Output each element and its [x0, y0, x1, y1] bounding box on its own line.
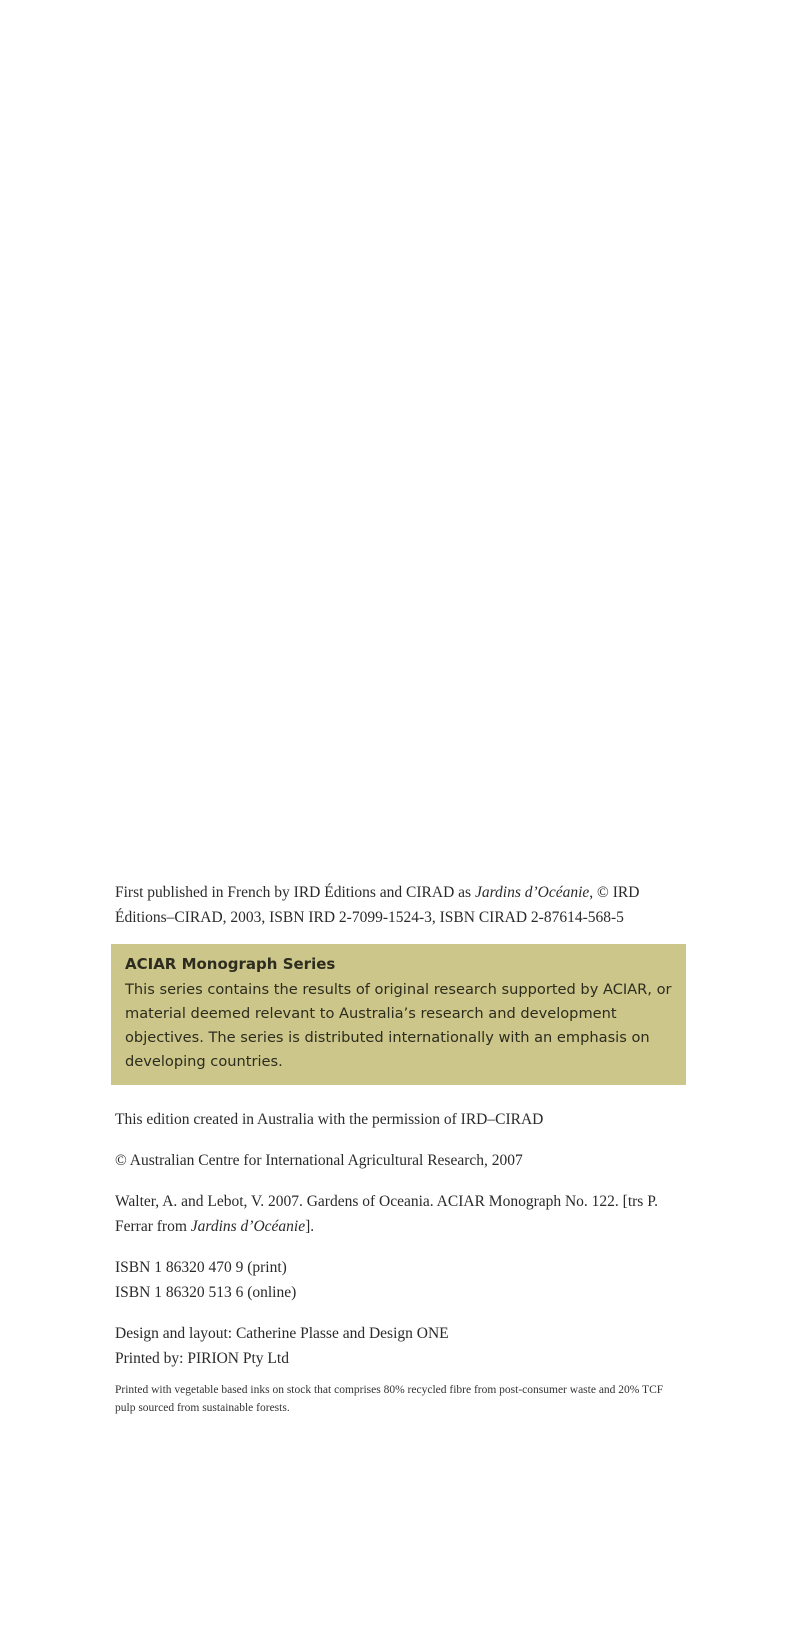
imprint-content: [115, 880, 685, 1417]
series-description: This series contains the results of original research supported by ACIAR, or material deemed relevant to Australia’s research and development objectives. The series is distributed internationally with an emphasis on developing countries.: [125, 981, 672, 1070]
printer-credit: Printed by: PIRION Pty Ltd: [115, 1350, 289, 1367]
first-published-note: [115, 880, 685, 930]
citation: [115, 1189, 685, 1239]
series-info-box: [111, 944, 686, 1085]
isbn-block: [115, 1255, 685, 1305]
citation-tail: ].: [305, 1218, 315, 1235]
first-published-lead: First published in French by IRD Éditions and CIRAD as: [115, 884, 475, 901]
citation-lead: Walter, A. and Lebot, V. 2007. Gardens of Oceania. ACIAR Monograph No. 122. [trs P. Ferrar from: [115, 1193, 658, 1235]
edition-note: This edition created in Australia with the permission of IRD–CIRAD: [115, 1111, 544, 1128]
print-environment-note: Printed with vegetable based inks on stock that comprises 80% recycled fibre from post-consumer waste and 20% TCF pulp sourced from sustainable forests.: [115, 1384, 664, 1414]
first-published-tail: , © IRD Éditions–CIRAD, 2003, ISBN IRD 2-7099-1524-3, ISBN CIRAD 2-87614-568-5: [115, 884, 640, 926]
copyright-line: © Australian Centre for International Agricultural Research, 2007: [115, 1152, 523, 1169]
series-title: ACIAR Monograph Series: [125, 955, 336, 973]
citation-title: Jardins d’Océanie: [190, 1218, 306, 1235]
isbn-online: ISBN 1 86320 513 6 (online): [115, 1284, 297, 1301]
first-published-title: Jardins d’Océanie: [474, 884, 590, 901]
design-credit: Design and layout: Catherine Plasse and Design ONE: [115, 1325, 449, 1342]
isbn-print: ISBN 1 86320 470 9 (print): [115, 1259, 287, 1276]
credits-block: [115, 1321, 685, 1371]
